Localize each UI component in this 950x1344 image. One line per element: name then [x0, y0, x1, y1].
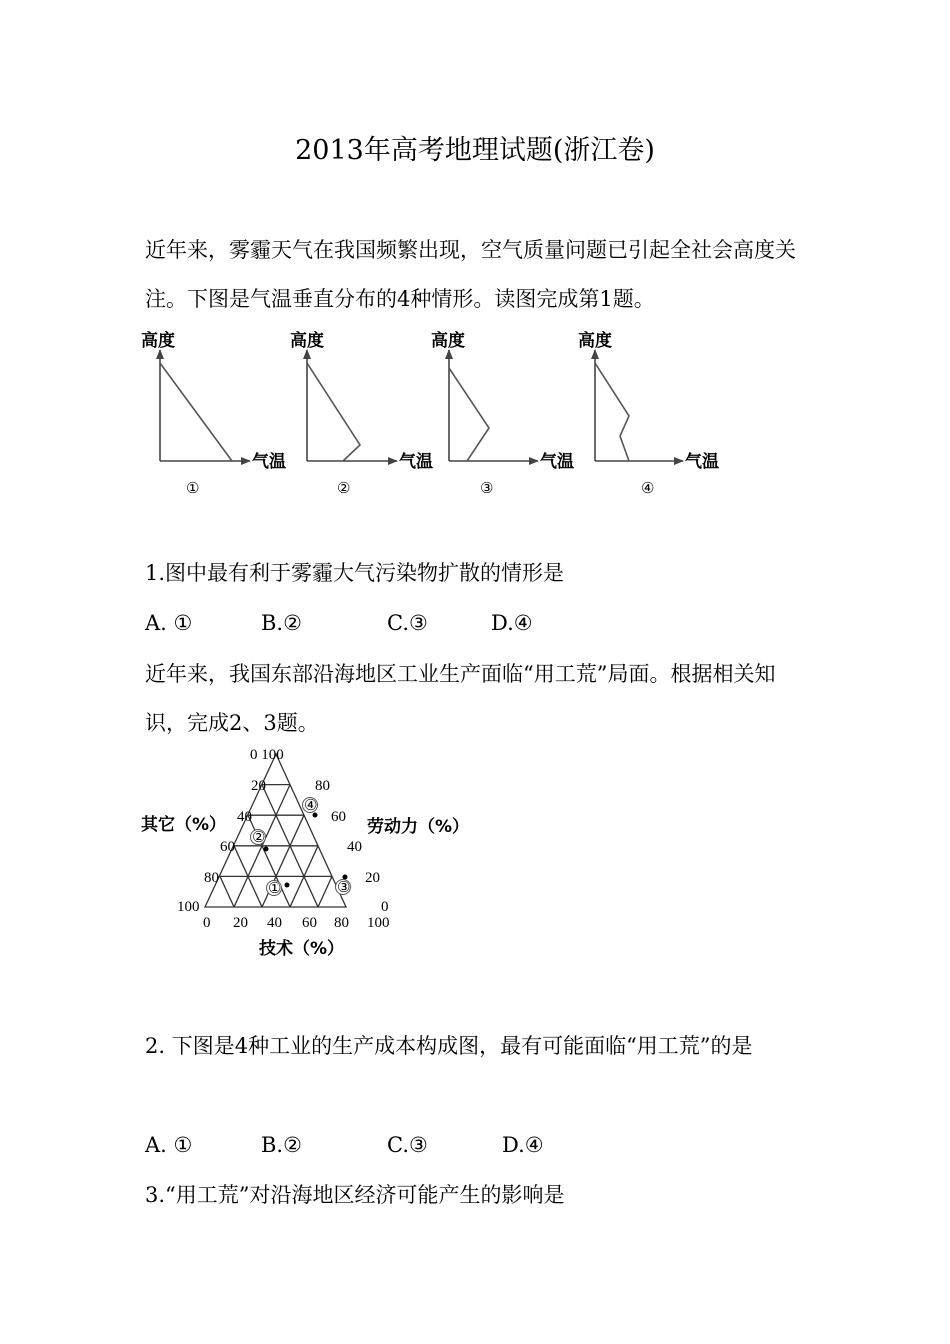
q1-option-d[interactable]: D.④ — [491, 611, 533, 635]
panel-number: ④ — [641, 481, 655, 497]
data-point-2 — [251, 830, 269, 852]
page-title: 2013年高考地理试题(浙江卷) — [295, 135, 655, 166]
bottom-tick-40: 40 — [267, 915, 282, 931]
left-tick-80: 80 — [204, 870, 219, 886]
bottom-tick-20: 20 — [233, 915, 248, 931]
left-tick-20: 20 — [251, 778, 266, 794]
right-tick-0: 0 — [381, 899, 389, 915]
other-axis-label: 其它（%） — [141, 815, 227, 835]
x-axis-label: 气温 — [399, 452, 433, 472]
q2-option-b[interactable]: B.② — [261, 1133, 302, 1157]
intro-paragraph-1: 近年来，雾霾天气在我国频繁出现，空气质量问题已引起全社会高度关注。下图是气温垂直分布的4种情形。读图完成第1题。 — [145, 238, 796, 311]
panel-number: ① — [186, 481, 200, 497]
labor-axis-label: 劳动力（%） — [367, 817, 470, 837]
profile-panel-2 — [290, 330, 433, 497]
data-point-4 — [303, 798, 318, 818]
q2-option-d[interactable]: D.④ — [502, 1133, 544, 1157]
left-tick-40: 40 — [237, 809, 252, 825]
q2-option-c[interactable]: C.③ — [387, 1133, 428, 1157]
q1-option-c[interactable]: C.③ — [387, 611, 428, 635]
ternary-cost-diagram — [135, 742, 480, 967]
question-3-stem: 3.“用工荒”对沿海地区经济可能产生的影响是 — [145, 1183, 565, 1207]
y-axis-label: 高度 — [290, 331, 324, 351]
x-axis-label: 气温 — [685, 452, 719, 472]
panel-number: ② — [337, 481, 351, 497]
left-tick-60: 60 — [220, 839, 235, 855]
temperature-profile-figure — [135, 318, 755, 503]
y-axis-label: 高度 — [141, 331, 175, 351]
svg-text:④: ④ — [304, 798, 318, 814]
data-point-1 — [267, 881, 290, 898]
y-axis-label: 高度 — [431, 331, 465, 351]
profile-panel-1 — [141, 330, 286, 497]
profile-panel-3 — [431, 330, 574, 497]
right-tick-60: 60 — [331, 809, 346, 825]
right-tick-20: 20 — [365, 870, 380, 886]
panel-number: ③ — [480, 481, 494, 497]
left-tick-100: 100 — [177, 899, 200, 915]
question-2-stem: 2. 下图是4种工业的生产成本构成图，最有可能面临“用工荒”的是 — [145, 1034, 753, 1058]
apex-tick-label: 0 100 — [250, 747, 284, 763]
q1-option-a[interactable]: A. ① — [145, 611, 193, 635]
bottom-tick-0: 0 — [203, 915, 211, 931]
q2-option-a[interactable]: A. ① — [145, 1133, 193, 1157]
profile-panel-4 — [578, 330, 719, 497]
x-axis-label: 气温 — [540, 452, 574, 472]
bottom-tick-100: 100 — [367, 915, 390, 931]
question-1-stem: 1.图中最有利于雾霾大气污染物扩散的情形是 — [145, 561, 565, 585]
svg-text:①: ① — [268, 881, 282, 897]
technology-axis-label: 技术（%） — [259, 939, 345, 959]
right-tick-80: 80 — [315, 778, 330, 794]
svg-text:②: ② — [252, 830, 266, 846]
data-point-3 — [336, 875, 351, 897]
svg-text:③: ③ — [337, 880, 351, 896]
intro-paragraph-2: 近年来，我国东部沿海地区工业生产面临“用工荒”局面。根据相关知识，完成2、3题。 — [145, 662, 776, 735]
q1-option-b[interactable]: B.② — [261, 611, 302, 635]
bottom-tick-60: 60 — [302, 915, 317, 931]
x-axis-label: 气温 — [252, 452, 286, 472]
y-axis-label: 高度 — [578, 331, 612, 351]
bottom-tick-80: 80 — [334, 915, 349, 931]
right-tick-40: 40 — [347, 839, 362, 855]
